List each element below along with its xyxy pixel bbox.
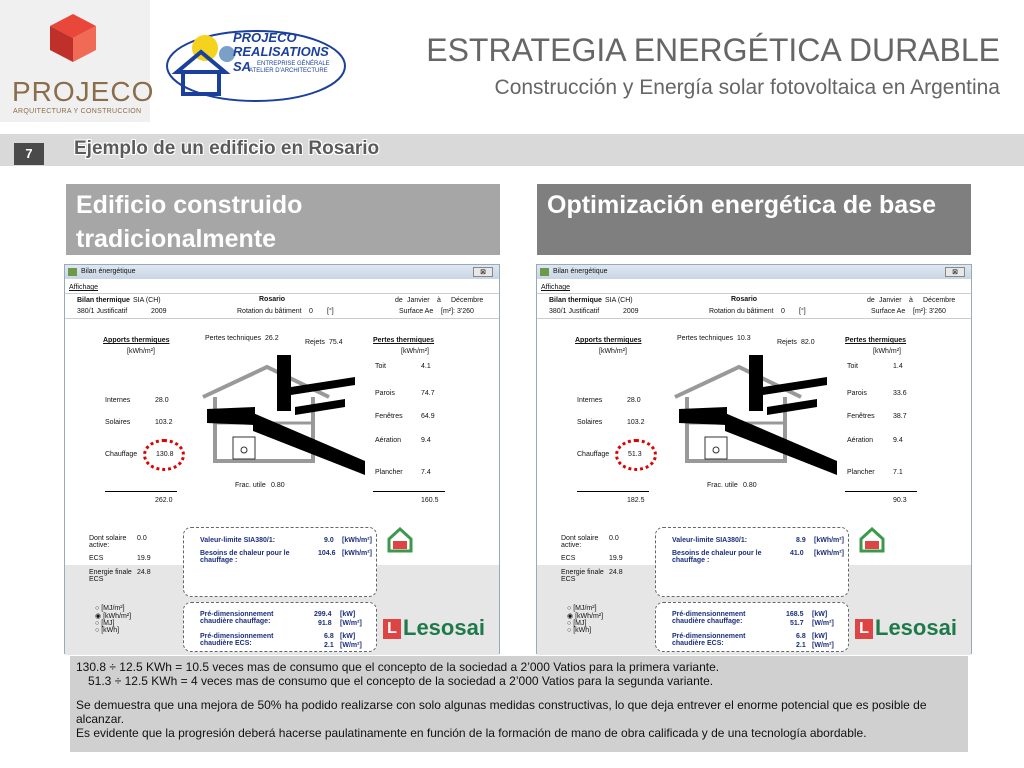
wm2-unit: [W/m²] — [340, 620, 362, 627]
month-from: Janvier — [407, 297, 430, 304]
predim-ecs-kw: 6.8 — [796, 633, 806, 640]
dont-solaire-label: Dont solaire active: — [89, 535, 127, 549]
aeration-value: 9.4 — [893, 437, 903, 444]
solaires-label: Solaires — [577, 419, 603, 426]
rotation-label: Rotation du bâtiment — [237, 308, 302, 315]
total-in-value: 262.0 — [155, 497, 173, 504]
internes-value: 28.0 — [155, 397, 169, 404]
predim-heating-wm2: 51.7 — [790, 620, 804, 627]
window-app-icon — [68, 268, 77, 276]
logo-line1: PROJECO — [233, 30, 297, 45]
projeco-logo — [0, 0, 155, 122]
besoins-value: 104.6 — [318, 550, 336, 557]
solaires-value: 103.2 — [627, 419, 645, 426]
radio-mj[interactable]: ○ [MJ] — [95, 620, 115, 627]
fenetres-value: 64.9 — [421, 413, 435, 420]
parois-label: Parois — [847, 390, 867, 397]
kw-unit-2: [kW] — [812, 633, 828, 640]
rotation-unit: [°] — [327, 308, 334, 315]
fenetres-label: Fenêtres — [847, 413, 875, 420]
surface-label: Surface Ae — [871, 308, 906, 315]
plancher-value: 7.4 — [421, 469, 431, 476]
rotation-unit: [°] — [799, 308, 806, 315]
note-line-1: 130.8 ÷ 12.5 KWh = 10.5 veces mas de consumo que el concepto de la sociedad a 2’000 Vatios para la primera variante. — [76, 660, 720, 674]
predim-heating-kw: 299.4 — [314, 611, 332, 618]
besoins-unit: [kWh/m²] — [814, 550, 844, 557]
predim-ecs-label: Pré-dimensionnement chaudière ECS: — [672, 633, 746, 647]
valeur-limite-label: Valeur-limite SIA380/1: — [200, 537, 276, 544]
house-rating-icon — [859, 527, 885, 553]
house-rating-icon — [387, 527, 413, 553]
besoins-value: 41.0 — [790, 550, 804, 557]
justif-label: 380/1 Justificatif — [77, 308, 128, 315]
window-header — [537, 293, 971, 319]
plancher-value: 7.1 — [893, 469, 903, 476]
chauffage-label: Chauffage — [577, 451, 610, 458]
pertes-heading: Pertes thermiques — [845, 337, 907, 344]
valeur-limite-value: 9.0 — [324, 537, 334, 544]
total-in-rule — [105, 491, 177, 492]
page-title: ESTRATEGIA ENERGÉTICA DURABLE — [426, 32, 1000, 68]
valeur-limite-label: Valeur-limite SIA380/1: — [672, 537, 748, 544]
energie-finale-value: 24.8 — [137, 569, 151, 576]
radio-kwh[interactable]: ○ [kWh] — [567, 627, 592, 634]
plancher-label: Plancher — [375, 469, 403, 476]
total-in-value: 182.5 — [627, 497, 645, 504]
lesosai-l-icon: L — [383, 619, 401, 639]
chauffage-value: 130.8 — [156, 451, 174, 458]
predim-ecs-kw: 6.8 — [324, 633, 334, 640]
parois-value: 33.6 — [893, 390, 907, 397]
plancher-label: Plancher — [847, 469, 875, 476]
lesosai-l-icon: L — [855, 619, 873, 639]
rejets-value: 75.4 — [329, 339, 343, 346]
radio-kwh-m2[interactable]: ◉ [kWh/m²] — [567, 613, 604, 620]
cube-logo-icon — [48, 12, 98, 64]
wm2-unit: [W/m²] — [812, 620, 834, 627]
section-title: Ejemplo de un edificio en Rosario — [74, 138, 380, 159]
besoins-unit: [kWh/m²] — [342, 550, 372, 557]
energie-finale-value: 24.8 — [609, 569, 623, 576]
window-titlebar — [65, 265, 499, 279]
rotation-value: 0 — [781, 308, 785, 315]
limit-box — [655, 527, 849, 597]
total-out-value: 160.5 — [421, 497, 439, 504]
window-title: Bilan énergétique — [81, 268, 136, 275]
month-to: Décembre — [451, 297, 484, 304]
norm-label: SIA (CH) — [133, 297, 161, 304]
lesosai-logo — [383, 615, 485, 641]
note-line-4: Es evidente que la progresión deberá hacerse paulatinamente en función de la formación de mano de obra calificada y de una tecnología abordable. — [76, 726, 867, 740]
bilan-label: Bilan thermique — [77, 297, 130, 304]
rotation-value: 0 — [309, 308, 313, 315]
frac-label: Frac. utile — [235, 482, 266, 489]
internes-label: Internes — [577, 397, 603, 404]
radio-mj-m2[interactable]: ○ [MJ/m²] — [95, 605, 125, 612]
boiler-box — [655, 602, 849, 652]
ecs-value: 19.9 — [137, 555, 151, 562]
left-column-heading: Edificio construido tradicionalmente — [66, 184, 500, 255]
page-subtitle: Construcción y Energía solar fotovoltaica en Argentina — [494, 76, 1000, 99]
energy-balance-window-right — [536, 264, 972, 654]
predim-heating-label: Pré-dimensionnement chaudière chauffage: — [200, 611, 274, 625]
de-label: de — [867, 297, 875, 304]
wm2-unit-2: [W/m²] — [340, 642, 362, 649]
year-label: 2009 — [623, 308, 639, 315]
kw-unit-2: [kW] — [340, 633, 356, 640]
dont-solaire-label: Dont solaire active: — [561, 535, 599, 549]
predim-heating-wm2: 91.8 — [318, 620, 332, 627]
building-flow-diagram-icon — [667, 351, 837, 481]
predim-ecs-wm2: 2.1 — [796, 642, 806, 649]
building-flow-diagram-icon — [195, 351, 365, 481]
solaires-value: 103.2 — [155, 419, 173, 426]
window-close-button[interactable]: ⊠ — [945, 267, 965, 277]
radio-kwh[interactable]: ○ [kWh] — [95, 627, 120, 634]
radio-mj[interactable]: ○ [MJ] — [567, 620, 587, 627]
logo-line2: REALISATIONS SA — [233, 44, 329, 74]
internes-label: Internes — [105, 397, 131, 404]
aeration-value: 9.4 — [421, 437, 431, 444]
projeco-realisations-logo — [165, 28, 347, 104]
valeur-limite-unit: [kWh/m²] — [814, 537, 844, 544]
pertes-tech-value: 26.2 — [265, 335, 279, 342]
energie-finale-label: Energie finale ECS — [89, 569, 132, 583]
chauffage-value: 51.3 — [628, 451, 642, 458]
surface-value: 3'260 — [929, 308, 946, 315]
aeration-label: Aération — [375, 437, 402, 444]
pertes-tech-label: Pertes techniques — [205, 335, 262, 342]
toit-value: 4.1 — [421, 363, 431, 370]
toit-label: Toit — [847, 363, 858, 370]
surface-label: Surface Ae — [399, 308, 434, 315]
energie-finale-label: Energie finale ECS — [561, 569, 604, 583]
valeur-limite-unit: [kWh/m²] — [342, 537, 372, 544]
menu-affichage[interactable]: Affichage — [541, 284, 571, 291]
chauffage-label: Chauffage — [105, 451, 138, 458]
window-app-icon — [540, 268, 549, 276]
fenetres-label: Fenêtres — [375, 413, 403, 420]
logo-name: PROJECO — [12, 76, 155, 107]
slide-number: 7 — [14, 143, 44, 165]
de-label: de — [395, 297, 403, 304]
total-in-rule — [577, 491, 649, 492]
ecs-label: ECS — [89, 555, 104, 562]
month-to: Décembre — [923, 297, 956, 304]
lesosai-logo — [855, 615, 957, 641]
predim-ecs-wm2: 2.1 — [324, 642, 334, 649]
apports-unit: [kWh/m²] — [599, 348, 627, 355]
total-out-rule — [373, 491, 445, 492]
pertes-tech-label: Pertes techniques — [677, 335, 734, 342]
pertes-unit: [kWh/m²] — [873, 348, 901, 355]
dont-solaire-value: 0.0 — [609, 535, 619, 542]
a-label: à — [909, 297, 913, 304]
window-title: Bilan énergétique — [553, 268, 608, 275]
pertes-tech-value: 10.3 — [737, 335, 751, 342]
frac-value: 0.80 — [271, 482, 285, 489]
justif-label: 380/1 Justificatif — [549, 308, 600, 315]
ecs-label: ECS — [561, 555, 576, 562]
note-line-3: Se demuestra que una mejora de 50% ha podido realizarse con solo algunas medidas constructivas, lo que deja entrever el enorme potencial que es posible de alcanzar. — [76, 698, 927, 726]
apports-unit: [kWh/m²] — [127, 348, 155, 355]
apports-heading: Apports thermiques — [103, 337, 170, 344]
month-from: Janvier — [879, 297, 902, 304]
location-label: Rosario — [259, 296, 286, 303]
fenetres-value: 38.7 — [893, 413, 907, 420]
location-label: Rosario — [731, 296, 758, 303]
parois-label: Parois — [375, 390, 395, 397]
year-label: 2009 — [151, 308, 167, 315]
ecs-value: 19.9 — [609, 555, 623, 562]
right-column-heading: Optimización energética de base — [537, 184, 971, 255]
parois-value: 74.7 — [421, 390, 435, 397]
logo-line3: ENTREPRISE GÉNÉRALE — [257, 61, 330, 67]
rejets-label: Rejets — [777, 339, 797, 346]
frac-label: Frac. utile — [707, 482, 738, 489]
internes-value: 28.0 — [627, 397, 641, 404]
kw-unit: [kW] — [340, 611, 356, 618]
surface-value: 3'260 — [457, 308, 474, 315]
toit-label: Toit — [375, 363, 386, 370]
unit-radio-group — [95, 605, 131, 634]
besoins-label: Besoins de chaleur pour le chauffage : — [200, 550, 290, 564]
apports-heading: Apports thermiques — [575, 337, 642, 344]
total-out-value: 90.3 — [893, 497, 907, 504]
wm2-unit-2: [W/m²] — [812, 642, 834, 649]
predim-heating-label: Pré-dimensionnement chaudière chauffage: — [672, 611, 746, 625]
notes-box — [70, 656, 968, 752]
pertes-unit: [kWh/m²] — [401, 348, 429, 355]
aeration-label: Aération — [847, 437, 874, 444]
kw-unit: [kW] — [812, 611, 828, 618]
unit-radio-group — [567, 605, 603, 634]
valeur-limite-value: 8.9 — [796, 537, 806, 544]
frac-value: 0.80 — [743, 482, 757, 489]
logo-line4: ATELIER D'ARCHITECTURE — [249, 68, 328, 74]
radio-kwh-m2[interactable]: ◉ [kWh/m²] — [95, 613, 132, 620]
besoins-label: Besoins de chaleur pour le chauffage : — [672, 550, 762, 564]
note-line-2: 51.3 ÷ 12.5 KWh = 4 veces mas de consumo que el concepto de la sociedad a 2’000 Vatios para la segunda variante. — [88, 674, 714, 688]
window-header — [65, 293, 499, 319]
bilan-label: Bilan thermique — [549, 297, 602, 304]
toit-value: 1.4 — [893, 363, 903, 370]
surface-unit: [m²]: — [441, 308, 455, 315]
lesosai-brand: Lesosai — [403, 615, 485, 640]
surface-unit: [m²]: — [913, 308, 927, 315]
energy-balance-window-left — [64, 264, 500, 654]
predim-ecs-label: Pré-dimensionnement chaudière ECS: — [200, 633, 274, 647]
boiler-box — [183, 602, 377, 652]
solaires-label: Solaires — [105, 419, 131, 426]
total-out-rule — [845, 491, 917, 492]
logo-subtitle: ARQUITECTURA Y CONSTRUCCION — [13, 108, 142, 115]
limit-box — [183, 527, 377, 597]
window-titlebar — [537, 265, 971, 279]
norm-label: SIA (CH) — [605, 297, 633, 304]
rejets-label: Rejets — [305, 339, 325, 346]
rejets-value: 82.0 — [801, 339, 815, 346]
pertes-heading: Pertes thermiques — [373, 337, 435, 344]
dont-solaire-value: 0.0 — [137, 535, 147, 542]
rotation-label: Rotation du bâtiment — [709, 308, 774, 315]
window-close-button[interactable]: ⊠ — [473, 267, 493, 277]
lesosai-brand: Lesosai — [875, 615, 957, 640]
predim-heating-kw: 168.5 — [786, 611, 804, 618]
radio-mj-m2[interactable]: ○ [MJ/m²] — [567, 605, 597, 612]
menu-affichage[interactable]: Affichage — [69, 284, 99, 291]
a-label: à — [437, 297, 441, 304]
